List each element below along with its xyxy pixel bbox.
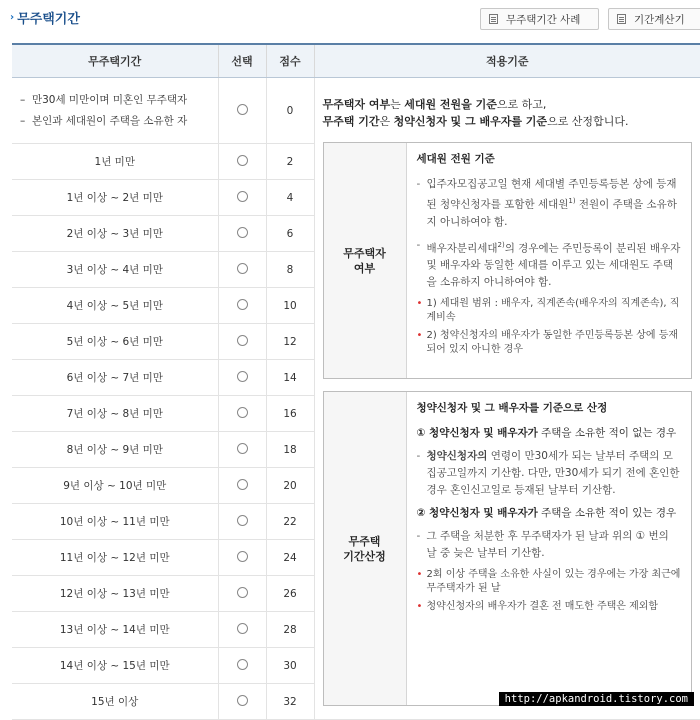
score-cell: 2 — [266, 144, 314, 180]
page-title-text: 무주택기간 — [17, 12, 80, 27]
score-cell: 28 — [266, 612, 314, 648]
intro-text: 은 — [379, 115, 394, 128]
score-cell: 12 — [266, 324, 314, 360]
period-line-text: 만30세 미만이며 미혼인 무주택자 — [31, 93, 188, 106]
intro-text: 으로 산정합니다. — [547, 115, 629, 128]
period-line: – 만30세 미만이며 미혼인 무주택자 — [20, 93, 188, 106]
period-radio[interactable] — [237, 104, 248, 115]
intro-bold: 무주택자 여부 — [322, 98, 391, 111]
header-score: 점수 — [266, 44, 314, 78]
header-criteria: 적용기준 — [314, 44, 700, 78]
box-heading: 세대원 전원 기준 — [416, 153, 495, 165]
period-cell: 13년 이상 ~ 14년 미만 — [12, 612, 218, 648]
period-cell: 6년 이상 ~ 7년 미만 — [12, 360, 218, 396]
period-radio[interactable] — [237, 335, 248, 346]
select-cell — [218, 180, 266, 216]
score-cell: 26 — [266, 576, 314, 612]
select-cell — [218, 684, 266, 720]
period-cell: 1년 이상 ~ 2년 미만 — [12, 180, 218, 216]
select-cell — [218, 612, 266, 648]
item-text: 입주자모집공고일 현재 세대별 주민등록등본 상에 등재된 청약신청자를 포함한 세대원 — [426, 178, 677, 211]
select-cell — [218, 648, 266, 684]
period-cell: 2년 이상 ~ 3년 미만 — [12, 216, 218, 252]
select-cell — [218, 504, 266, 540]
box-heading: 청약신청자 및 그 배우자를 기준으로 산정 — [416, 402, 608, 414]
select-cell — [218, 360, 266, 396]
period-cell: 4년 이상 ~ 5년 미만 — [12, 288, 218, 324]
period-radio[interactable] — [237, 659, 248, 670]
select-cell — [218, 216, 266, 252]
header-select: 선택 — [218, 44, 266, 78]
score-cell: 16 — [266, 396, 314, 432]
period-radio[interactable] — [237, 443, 248, 454]
period-radio[interactable] — [237, 479, 248, 490]
period-cell: 12년 이상 ~ 13년 미만 — [12, 576, 218, 612]
select-cell — [218, 468, 266, 504]
footnote: • 1) 세대원 범위 : 배우자, 직계존속(배우자의 직계존속), 직계비속 — [417, 297, 682, 325]
homeless-status-label — [324, 143, 407, 378]
case-text: 주택을 소유한 적이 있는 경우 — [537, 507, 677, 519]
table-header-row — [12, 44, 700, 78]
score-cell: 4 — [266, 180, 314, 216]
period-radio[interactable] — [237, 155, 248, 166]
period-radio[interactable] — [237, 371, 248, 382]
case-bold: ① 청약신청자 및 배우자가 — [416, 427, 538, 439]
score-cell: 22 — [266, 504, 314, 540]
top-bar — [0, 0, 700, 42]
score-cell: 10 — [266, 288, 314, 324]
score-cell: 32 — [266, 684, 314, 720]
period-cell: 9년 이상 ~ 10년 미만 — [12, 468, 218, 504]
period-cell: 8년 이상 ~ 9년 미만 — [12, 432, 218, 468]
calculator-button-label: 기간계산기 — [634, 13, 685, 26]
table-row — [12, 78, 700, 144]
period-cell: 15년 이상 — [12, 684, 218, 720]
select-cell — [218, 252, 266, 288]
example-button[interactable] — [480, 8, 599, 30]
item-text: 의 경우에는 주민등록이 분리된 배우자 및 배우자와 동일한 세대를 이루고 있는 세대원도 주택을 소유하지 아니하여야 함. — [426, 242, 681, 288]
period-radio[interactable] — [237, 623, 248, 634]
intro-bold: 무주택 기간 — [322, 115, 380, 128]
item-text: 전원이 주택을 소유하지 아니하여야 함. — [426, 198, 677, 228]
item-bold: 청약신청자의 — [426, 450, 488, 462]
period-radio[interactable] — [237, 587, 248, 598]
footnote-mark: 1) — [568, 197, 576, 205]
period-line: – 본인과 세대원이 주택을 소유한 자 — [20, 114, 188, 127]
criteria-intro — [323, 96, 693, 130]
example-button-label: 무주택기간 사례 — [506, 13, 581, 26]
intro-text: 으로 하고, — [496, 98, 547, 111]
document-icon — [617, 14, 626, 24]
label-line: 무주택자 — [343, 246, 386, 260]
document-icon — [489, 14, 498, 24]
period-radio[interactable] — [237, 515, 248, 526]
item-text: 연령이 만30세가 되는 날부터 주택의 모집공고일까지 기산함. 다만, 만30세가 되기 전에 혼인한 경우 혼인신고일로 등재된 날부터 기산함. — [426, 450, 680, 496]
period-calc-content — [407, 392, 692, 705]
criteria-item — [417, 448, 682, 499]
period-radio[interactable] — [237, 695, 248, 706]
period-cell — [12, 78, 218, 144]
footnote: • 청약신청자의 배우자가 결혼 전 매도한 주택은 제외함 — [417, 600, 682, 614]
select-cell — [218, 324, 266, 360]
select-cell — [218, 396, 266, 432]
footnote: • 2) 청약신청자의 배우자가 동일한 주민등록등본 상에 등재되어 있지 아니한 경우 — [417, 329, 682, 357]
select-cell — [218, 288, 266, 324]
select-cell — [218, 78, 266, 144]
label-line: 기간산정 — [343, 549, 386, 563]
footnote: • 2회 이상 주택을 소유한 사실이 있는 경우에는 가장 최근에 무주택자가 된 날 — [417, 568, 682, 596]
score-cell: 18 — [266, 432, 314, 468]
criteria-item: - 그 주택을 처분한 후 무주택자가 된 날과 위의 ① 번의 날 중 늦은 날부터 기산함. — [417, 528, 682, 562]
case-heading — [417, 505, 682, 522]
header-period: 무주택기간 — [12, 44, 218, 78]
period-cell: 3년 이상 ~ 4년 미만 — [12, 252, 218, 288]
case-heading — [417, 425, 682, 442]
score-cell: 14 — [266, 360, 314, 396]
case-bold: ② 청약신청자 및 배우자가 — [416, 507, 538, 519]
period-line-text: 본인과 세대원이 주택을 소유한 자 — [31, 114, 188, 127]
select-cell — [218, 432, 266, 468]
intro-text: 는 — [390, 98, 405, 111]
homeless-status-box — [323, 142, 693, 379]
period-radio[interactable] — [237, 227, 248, 238]
label-line: 무주택 — [348, 534, 381, 548]
period-calc-box — [323, 391, 693, 706]
item-text: 배우자분리세대 — [426, 242, 498, 254]
period-radio[interactable] — [237, 407, 248, 418]
period-cell: 7년 이상 ~ 8년 미만 — [12, 396, 218, 432]
score-cell: 20 — [266, 468, 314, 504]
select-cell — [218, 144, 266, 180]
period-radio[interactable] — [237, 299, 248, 310]
intro-bold: 세대원 전원을 기준 — [404, 98, 497, 111]
period-cell: 11년 이상 ~ 12년 미만 — [12, 540, 218, 576]
homeless-status-content — [407, 143, 692, 378]
homeless-period-table — [12, 43, 700, 720]
score-cell: 6 — [266, 216, 314, 252]
criteria-item — [417, 176, 682, 231]
label-line: 여부 — [353, 261, 376, 275]
period-cell: 5년 이상 ~ 6년 미만 — [12, 324, 218, 360]
footnote-mark: 2) — [497, 240, 505, 249]
period-radio[interactable] — [237, 551, 248, 562]
period-radio[interactable] — [237, 263, 248, 274]
score-cell: 30 — [266, 648, 314, 684]
select-cell — [218, 576, 266, 612]
intro-bold: 청약신청자 및 그 배우자를 기준 — [393, 115, 548, 128]
period-cell: 1년 미만 — [12, 144, 218, 180]
page-title — [10, 8, 80, 27]
calculator-button[interactable] — [608, 8, 700, 30]
chevron-right-icon: › — [10, 12, 15, 23]
criteria-cell — [314, 78, 700, 720]
case-text: 주택을 소유한 적이 없는 경우 — [537, 427, 677, 439]
period-cell: 14년 이상 ~ 15년 미만 — [12, 648, 218, 684]
criteria-item — [417, 237, 682, 292]
period-cell: 10년 이상 ~ 11년 미만 — [12, 504, 218, 540]
period-calc-label — [324, 392, 407, 705]
watermark: http://apkandroid.tistory.com — [499, 692, 694, 706]
select-cell — [218, 540, 266, 576]
score-cell: 8 — [266, 252, 314, 288]
score-cell: 0 — [266, 78, 314, 144]
period-radio[interactable] — [237, 191, 248, 202]
score-cell: 24 — [266, 540, 314, 576]
